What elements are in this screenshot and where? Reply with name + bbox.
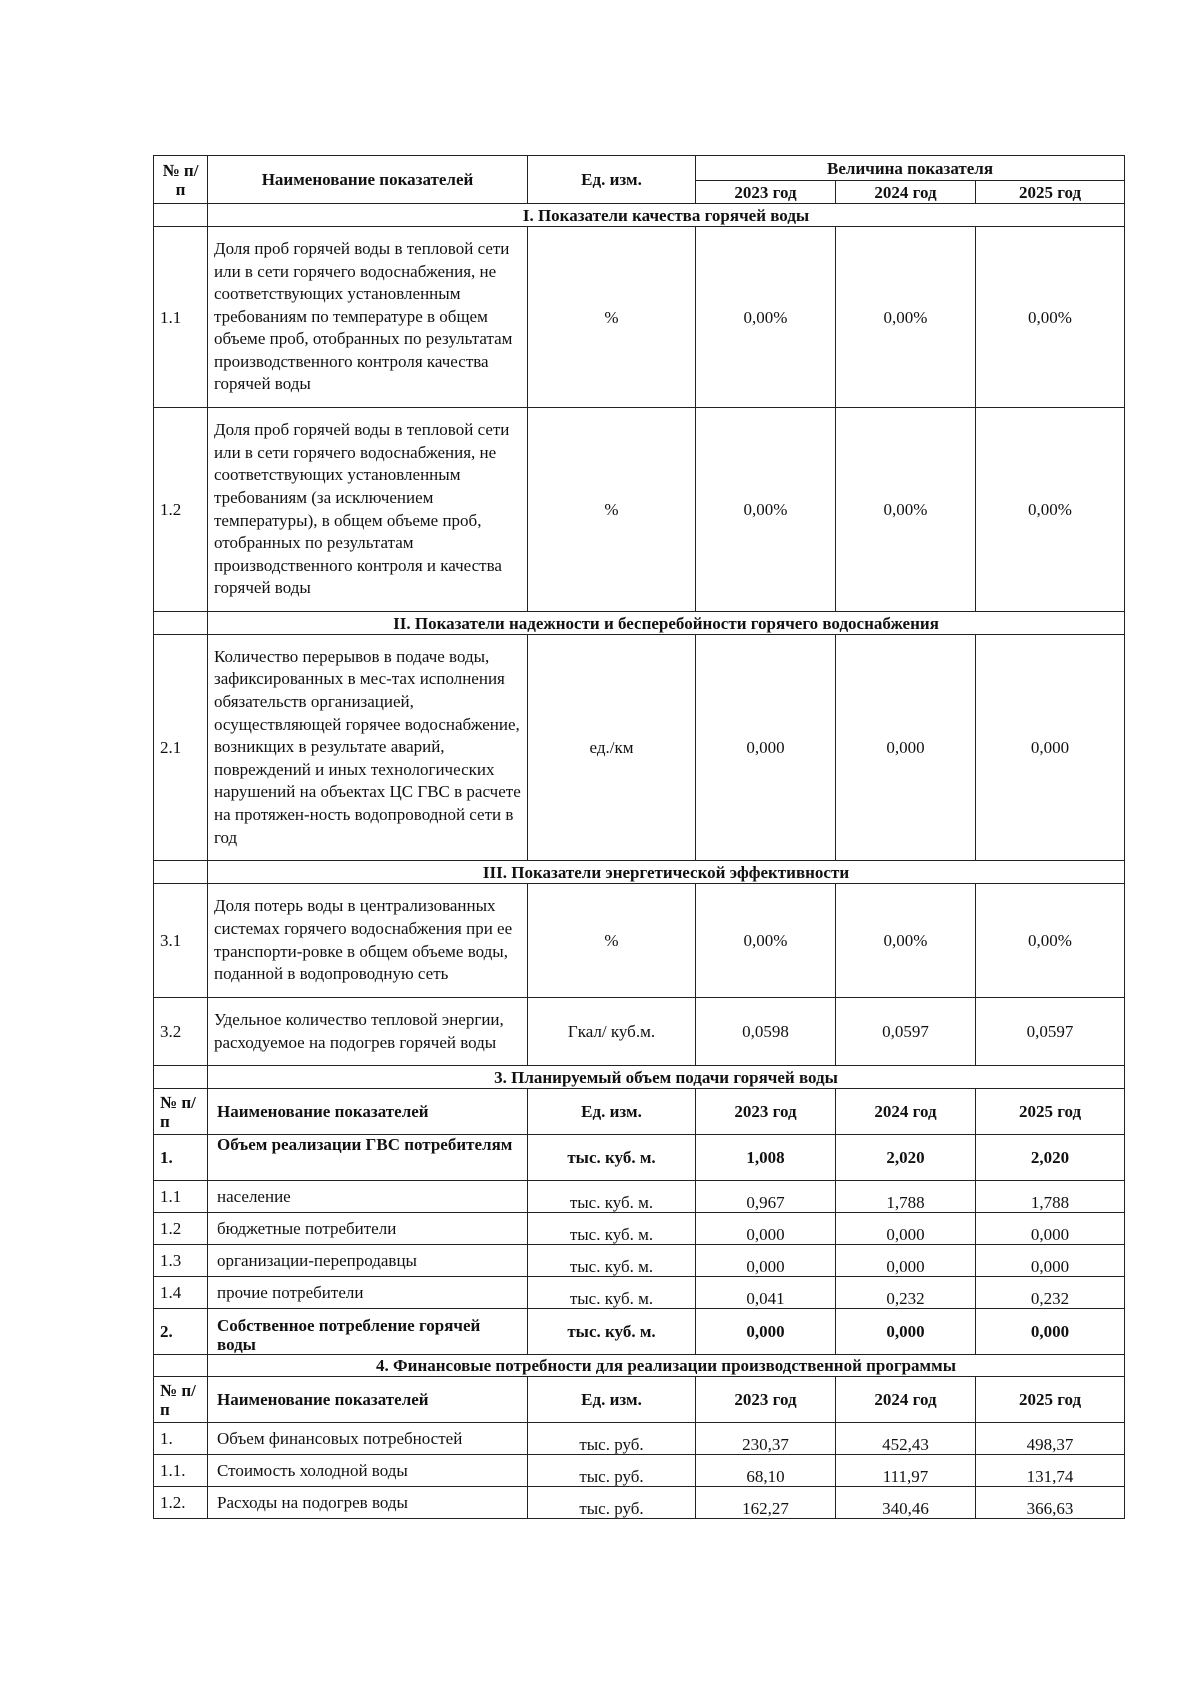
header-name: Наименование показателей [208,156,528,204]
row-value-2023: 0,000 [696,1309,836,1355]
row-num: 1. [154,1135,208,1181]
row-value-2025: 131,74 [976,1455,1125,1487]
row-value-2025: 2,020 [976,1135,1125,1181]
row-value-2025: 0,000 [976,1309,1125,1355]
table-row [154,998,1125,1066]
row-name: Доля потерь воды в централизованных системах горячего водоснабжения при ее транспорти-ровке в общем объеме воды, поданной в водопроводную сеть [208,884,528,998]
header-2025: 2025 год [976,1089,1125,1135]
section-volume-title: 3. Планируемый объем подачи горячей воды [208,1066,1125,1089]
header-2024: 2024 год [836,181,976,204]
indicators-table [153,155,1125,1519]
row-value-2024: 111,97 [836,1455,976,1487]
table-row [154,1455,1125,1487]
row-value-2023: 230,37 [696,1423,836,1455]
row-num: 2. [154,1309,208,1355]
table-row [154,884,1125,998]
row-unit: тыс. куб. м. [528,1277,696,1309]
section-empty-cell [154,1355,208,1377]
row-unit: тыс. куб. м. [528,1309,696,1355]
section-energy-title: III. Показатели энергетической эффективности [208,861,1125,884]
table-row [154,1213,1125,1245]
row-name: Объем финансовых потребностей [208,1423,528,1455]
header-unit: Ед. изм. [528,1089,696,1135]
row-name: прочие потребители [208,1277,528,1309]
header-2024: 2024 год [836,1377,976,1423]
row-unit: тыс. куб. м. [528,1181,696,1213]
row-value-2025: 366,63 [976,1487,1125,1519]
row-num: 3.2 [154,998,208,1066]
row-unit: тыс. куб. м. [528,1135,696,1181]
header-unit: Ед. изм. [528,156,696,204]
row-name: Расходы на подогрев воды [208,1487,528,1519]
section-empty-cell [154,861,208,884]
row-value-2024: 2,020 [836,1135,976,1181]
row-value-2024: 0,000 [836,1213,976,1245]
table-row [154,1245,1125,1277]
table-row [154,1423,1125,1455]
row-value-2024: 0,000 [836,635,976,861]
row-unit: ед./км [528,635,696,861]
row-name: организации-перепродавцы [208,1245,528,1277]
row-unit: тыс. руб. [528,1423,696,1455]
row-value-2023: 0,000 [696,1245,836,1277]
row-value-2023: 0,041 [696,1277,836,1309]
row-num: 1.2. [154,1487,208,1519]
row-name: Собственное потребление горячей воды [208,1309,528,1355]
table-row [154,635,1125,861]
section-reliability-title: II. Показатели надежности и бесперебойности горячего водоснабжения [208,612,1125,635]
row-value-2024: 452,43 [836,1423,976,1455]
row-value-2025: 0,00% [976,227,1125,408]
table-row [154,1277,1125,1309]
row-value-2024: 0,000 [836,1245,976,1277]
row-unit: тыс. куб. м. [528,1213,696,1245]
table-row [154,408,1125,612]
row-name: Удельное количество тепловой энергии, расходуемое на подогрев горячей воды [208,998,528,1066]
row-value-2023: 0,00% [696,408,836,612]
header-2023: 2023 год [696,181,836,204]
row-value-2025: 0,000 [976,1213,1125,1245]
row-num: 1.3 [154,1245,208,1277]
section-empty-cell [154,612,208,635]
row-name: население [208,1181,528,1213]
row-value-2024: 0,00% [836,408,976,612]
section-empty-cell [154,1066,208,1089]
row-num: 1. [154,1423,208,1455]
row-name: Доля проб горячей воды в тепловой сети или в сети горячего водоснабжения, не соответствующих установленным требованиям (за исключением температуры), в общем объеме проб, отобранных по результатам производственного контроля и качества горячей воды [208,408,528,612]
row-value-2025: 0,000 [976,635,1125,861]
row-num: 1.1 [154,1181,208,1213]
section-finance-title: 4. Финансовые потребности для реализации производственной программы [208,1355,1125,1377]
table-row [154,227,1125,408]
row-value-2025: 1,788 [976,1181,1125,1213]
header-name: Наименование показателей [208,1377,528,1423]
header-2023: 2023 год [696,1089,836,1135]
row-value-2023: 0,0598 [696,998,836,1066]
row-value-2025: 0,00% [976,408,1125,612]
row-num: 1.1. [154,1455,208,1487]
header-name: Наименование показателей [208,1089,528,1135]
header-2023: 2023 год [696,1377,836,1423]
row-num: 3.1 [154,884,208,998]
row-unit: % [528,227,696,408]
row-value-2024: 0,000 [836,1309,976,1355]
row-value-2023: 0,00% [696,884,836,998]
row-value-2025: 0,00% [976,884,1125,998]
table-row [154,1309,1125,1355]
row-unit: тыс. куб. м. [528,1245,696,1277]
row-value-2024: 340,46 [836,1487,976,1519]
row-num: 2.1 [154,635,208,861]
header-2025: 2025 год [976,1377,1125,1423]
header-2024: 2024 год [836,1089,976,1135]
row-value-2023: 162,27 [696,1487,836,1519]
row-value-2024: 1,788 [836,1181,976,1213]
row-num: 1.4 [154,1277,208,1309]
row-name: Объем реализации ГВС потребителям [208,1135,528,1181]
header-2025: 2025 год [976,181,1125,204]
row-num: 1.1 [154,227,208,408]
row-unit: тыс. руб. [528,1455,696,1487]
header-unit: Ед. изм. [528,1377,696,1423]
table-row [154,1181,1125,1213]
row-value-2025: 0,000 [976,1245,1125,1277]
row-value-2024: 0,0597 [836,998,976,1066]
row-name: бюджетные потребители [208,1213,528,1245]
table-row [154,1135,1125,1181]
row-value-2023: 0,000 [696,1213,836,1245]
row-value-2025: 0,0597 [976,998,1125,1066]
row-value-2024: 0,00% [836,884,976,998]
row-value-2024: 0,00% [836,227,976,408]
header-num: № п/п [154,1377,208,1423]
row-name: Количество перерывов в подаче воды, зафиксированных в мес-тах исполнения обязательств организацией, осуществляющей горячее водоснабжение, возникщих в результате аварий, повреждений и иных технологических нарушений на объектах ЦС ГВС в расчете на протяжен-ность водопроводной сети в год [208,635,528,861]
row-value-2023: 1,008 [696,1135,836,1181]
row-value-2023: 0,967 [696,1181,836,1213]
row-value-2025: 0,232 [976,1277,1125,1309]
row-unit: Гкал/ куб.м. [528,998,696,1066]
header-num: № п/п [154,1089,208,1135]
row-name: Стоимость холодной воды [208,1455,528,1487]
row-value-2023: 0,000 [696,635,836,861]
section-quality-title: I. Показатели качества горячей воды [208,204,1125,227]
row-unit: % [528,408,696,612]
table-row [154,1487,1125,1519]
row-num: 1.2 [154,1213,208,1245]
header-value: Величина показателя [696,156,1125,181]
row-name: Доля проб горячей воды в тепловой сети или в сети горячего водоснабжения, не соответствующих установленным требованиям по температуре в общем объеме проб, отобранных по результатам производственного контроля качества горячей воды [208,227,528,408]
row-unit: тыс. руб. [528,1487,696,1519]
section-empty-cell [154,204,208,227]
row-value-2024: 0,232 [836,1277,976,1309]
row-unit: % [528,884,696,998]
row-num: 1.2 [154,408,208,612]
row-value-2023: 68,10 [696,1455,836,1487]
header-num: № п/п [154,156,208,204]
row-value-2025: 498,37 [976,1423,1125,1455]
row-value-2023: 0,00% [696,227,836,408]
